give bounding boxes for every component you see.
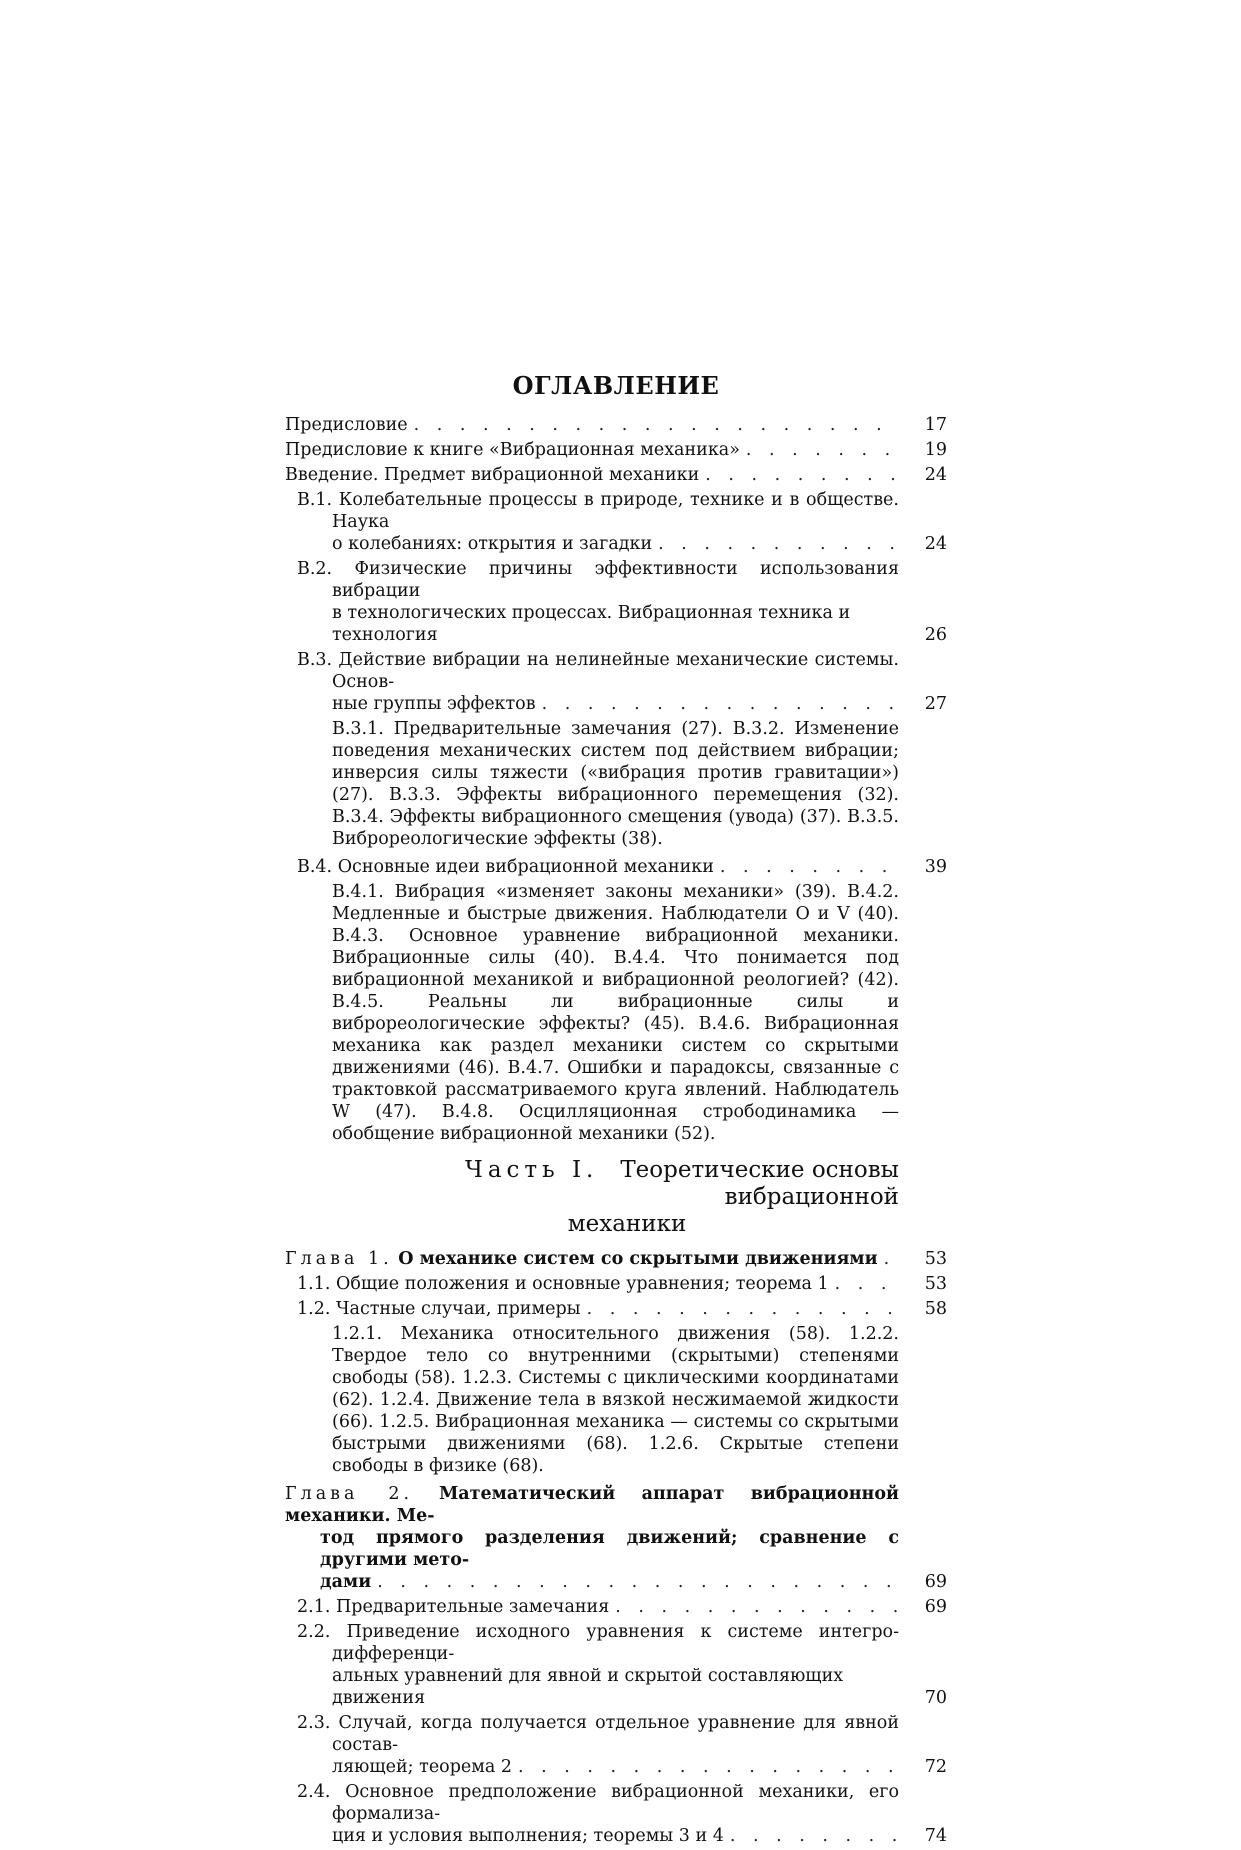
chapter-title: О механике систем со скрытыми движениями (398, 1249, 878, 1269)
toc-entry-b3[interactable] (285, 649, 947, 715)
page-number: 72 (924, 1757, 947, 1777)
page-number: 53 (924, 1249, 947, 1269)
entry-text: Частные случаи, примеры (335, 1299, 581, 1319)
part-label: Часть I. (465, 1157, 599, 1183)
chapter-title-end: дами (320, 1572, 372, 1592)
entry-text: Действие вибрации на нелинейные механические системы. Основ- (332, 650, 899, 692)
chapter-label: Глава 1. (285, 1249, 393, 1269)
part-heading (285, 1157, 947, 1238)
page-number: 39 (924, 857, 947, 877)
entry-text-cont: в технологических процессах. Вибрационная техника и технология (332, 603, 851, 645)
page-number: 70 (924, 1688, 947, 1708)
toc-chapter-1[interactable] (285, 1248, 947, 1270)
page-title: ОГЛАВЛЕНИЕ (512, 371, 720, 400)
section-number: 1.1. (297, 1274, 331, 1294)
toc-subsections-b3: В.3.1. Предварительные замечания (27). В.3.2. Изменение поведения механических систем под действием вибрации; инверсия силы тяжести («вибрация против гравитации») (27). В.3.3. Эффекты вибрационного перемещения (32). В.3.4. Эффекты вибрационного смещения (увода) (37). В.3.5. Виброреологические эффекты (38). (332, 719, 899, 849)
toc-entry-2-3[interactable] (285, 1712, 947, 1778)
page-number: 24 (924, 465, 947, 485)
section-number: 1.2. (297, 1299, 331, 1319)
toc-subsections-b4: В.4.1. Вибрация «изменяет законы механики» (39). В.4.2. Медленные и быстрые движения. Наблюдатели O и V (40). В.4.3. Основное уравнение вибрационной механики. Вибрационные силы (40). В.4.4. Что понимается под вибрационной механикой и вибрационной реологией? (42). В.4.5. Реальны ли вибрационные силы и виброреологические эффекты? (45). В.4.6. Вибрационная механика как раздел механики систем со скрытыми движениями (46). В.4.7. Ошибки и парадоксы, связанные с трактовкой рассматриваемого круга явлений. Наблюдатель W (47). В.4.8. Осцилляционная стрободинамика — обобщение вибрационной механики (52). (332, 882, 899, 1144)
section-number: 2.1. (297, 1597, 331, 1617)
entry-text: Основное предположение вибрационной механики, его формализа- (332, 1782, 899, 1824)
entry-text: Колебательные процессы в природе, технике и в обществе. Наука (332, 490, 899, 532)
entry-text-cont: альных уравнений для явной и скрытой составляющих движения (332, 1666, 844, 1708)
page-number: 24 (924, 534, 947, 554)
section-number: В.4. (297, 857, 333, 877)
entry-text: Предисловие (285, 415, 408, 435)
entry-text: Введение. Предмет вибрационной механики (285, 465, 700, 485)
toc-entry-b2[interactable] (285, 558, 947, 646)
chapter-title: Математический аппарат вибрационной механики. Ме- (285, 1484, 899, 1526)
toc-entry-2-1[interactable] (285, 1596, 947, 1618)
entry-text: Предварительные замечания (335, 1597, 610, 1617)
entry-text: Случай, когда получается отдельное уравнение для явной состав- (332, 1713, 899, 1755)
page-number: 17 (924, 415, 947, 435)
page-number: 74 (924, 1826, 947, 1846)
toc-entry-preface[interactable] (285, 414, 947, 436)
section-number: 2.4. (297, 1782, 331, 1802)
entry-text: Общие положения и основные уравнения; теорема 1 (335, 1274, 829, 1294)
page-number: 58 (924, 1299, 947, 1319)
toc-entry-preface-book[interactable] (285, 439, 947, 461)
section-number: В.2. (297, 559, 333, 579)
page-number: 19 (924, 440, 947, 460)
part-title-cont: механики (567, 1211, 687, 1237)
section-number: 2.3. (297, 1713, 331, 1733)
page-number: 69 (924, 1572, 947, 1592)
toc-page (285, 370, 947, 1850)
toc-entry-b1[interactable] (285, 489, 947, 555)
entry-text-cont: ные группы эффектов (332, 694, 536, 714)
section-number: В.1. (297, 490, 333, 510)
entry-text: Предисловие к книге «Вибрационная механика» (285, 440, 740, 460)
entry-text: Основные идеи вибрационной механики (337, 857, 714, 877)
chapter-label: Глава 2. (285, 1484, 414, 1504)
page-number: 53 (924, 1274, 947, 1294)
entry-text: Приведение исходного уравнения к системе интегро-дифференци- (332, 1622, 899, 1664)
toc-entry-b4[interactable] (285, 856, 947, 878)
section-number: 2.2. (297, 1622, 331, 1642)
section-number: В.3. (297, 650, 333, 670)
entry-text-cont: ляющей; теорема 2 (332, 1757, 513, 1777)
toc-entry-1-2[interactable] (285, 1298, 947, 1320)
page-number: 27 (924, 694, 947, 714)
entry-text: Физические причины эффективности использования вибрации (332, 559, 899, 601)
part-title: Теоретические основы вибрационной (620, 1157, 899, 1210)
chapter-title-cont: тод прямого разделения движений; сравнение с другими мето- (320, 1528, 899, 1570)
toc-entry-introduction[interactable] (285, 464, 947, 486)
toc-entry-2-4[interactable] (285, 1781, 947, 1847)
toc-entry-2-2[interactable] (285, 1621, 947, 1709)
page-number: 26 (924, 625, 947, 645)
entry-text-cont: ция и условия выполнения; теоремы 3 и 4 (332, 1826, 724, 1846)
toc-entry-1-1[interactable] (285, 1273, 947, 1295)
page-number: 69 (924, 1597, 947, 1617)
toc-chapter-2[interactable] (285, 1483, 947, 1593)
toc-subsections-1-2: 1.2.1. Механика относительного движения (58). 1.2.2. Твердое тело со внутренними (скрытыми) степенями свободы (58). 1.2.3. Системы с циклическими координатами (62). 1.2.4. Движение тела в вязкой несжимаемой жидкости (66). 1.2.5. Вибрационная механика — системы со скрытыми быстрыми движениями (68). 1.2.6. Скрытые степени свободы в физике (68). (332, 1324, 899, 1476)
entry-text-cont: о колебаниях: открытия и загадки (332, 534, 653, 554)
